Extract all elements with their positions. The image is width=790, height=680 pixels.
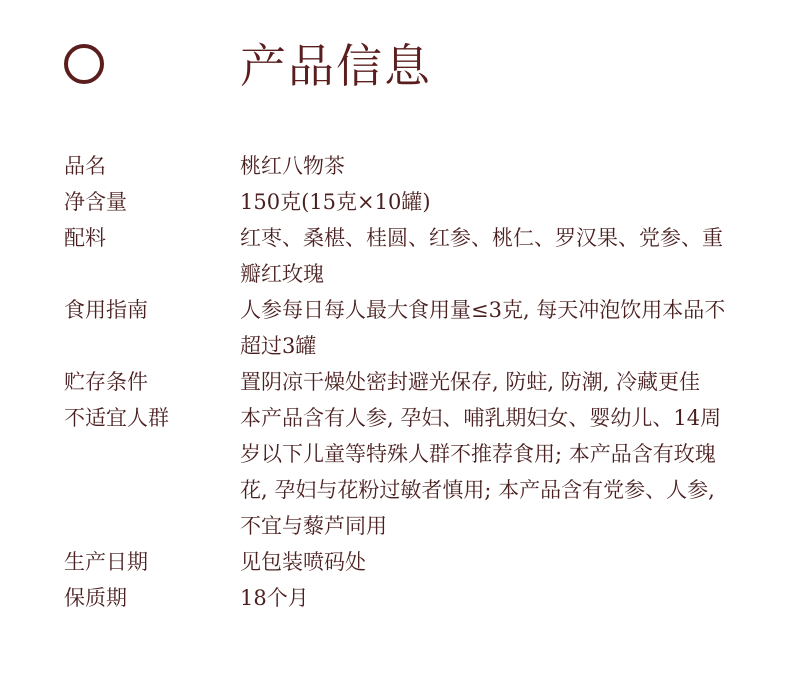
info-row-name bbox=[0, 148, 790, 184]
info-table bbox=[0, 148, 790, 616]
info-row-ingredients bbox=[0, 220, 790, 292]
row-value: 红枣、桑椹、桂圆、红参、桃仁、罗汉果、党参、重瓣红玫瑰 bbox=[240, 226, 723, 286]
page-title: 产品信息 bbox=[240, 39, 432, 93]
info-row-net-content bbox=[0, 184, 790, 220]
info-row-usage bbox=[0, 292, 790, 364]
circle-icon bbox=[64, 44, 104, 84]
row-label: 不适宜人群 bbox=[64, 406, 169, 430]
row-label: 贮存条件 bbox=[64, 370, 148, 394]
info-row-storage bbox=[0, 364, 790, 400]
info-row-unsuitable bbox=[0, 400, 790, 544]
row-value: 150克(15克×10罐) bbox=[240, 190, 431, 214]
row-label: 保质期 bbox=[64, 586, 127, 610]
row-value: 18个月 bbox=[240, 586, 309, 610]
row-value: 本产品含有人参, 孕妇、哺乳期妇女、婴幼儿、14周岁以下儿童等特殊人群不推荐食用; 本产品含有玫瑰花, 孕妇与花粉过敏者慎用; 本产品含有党参、人参, 不宜与藜芦同用 bbox=[240, 406, 722, 538]
info-row-shelf-life bbox=[0, 580, 790, 616]
row-value: 见包装喷码处 bbox=[240, 550, 366, 574]
row-value: 桃红八物茶 bbox=[240, 154, 345, 178]
row-value: 人参每日每人最大食用量≤3克, 每天冲泡饮用本品不超过3罐 bbox=[240, 298, 726, 358]
row-label: 净含量 bbox=[64, 190, 127, 214]
row-label: 生产日期 bbox=[64, 550, 148, 574]
info-row-production-date bbox=[0, 544, 790, 580]
row-label: 品名 bbox=[64, 154, 106, 178]
row-value: 置阴凉干燥处密封避光保存, 防蛀, 防潮, 冷藏更佳 bbox=[240, 370, 701, 394]
row-label: 食用指南 bbox=[64, 298, 148, 322]
row-label: 配料 bbox=[64, 226, 106, 250]
